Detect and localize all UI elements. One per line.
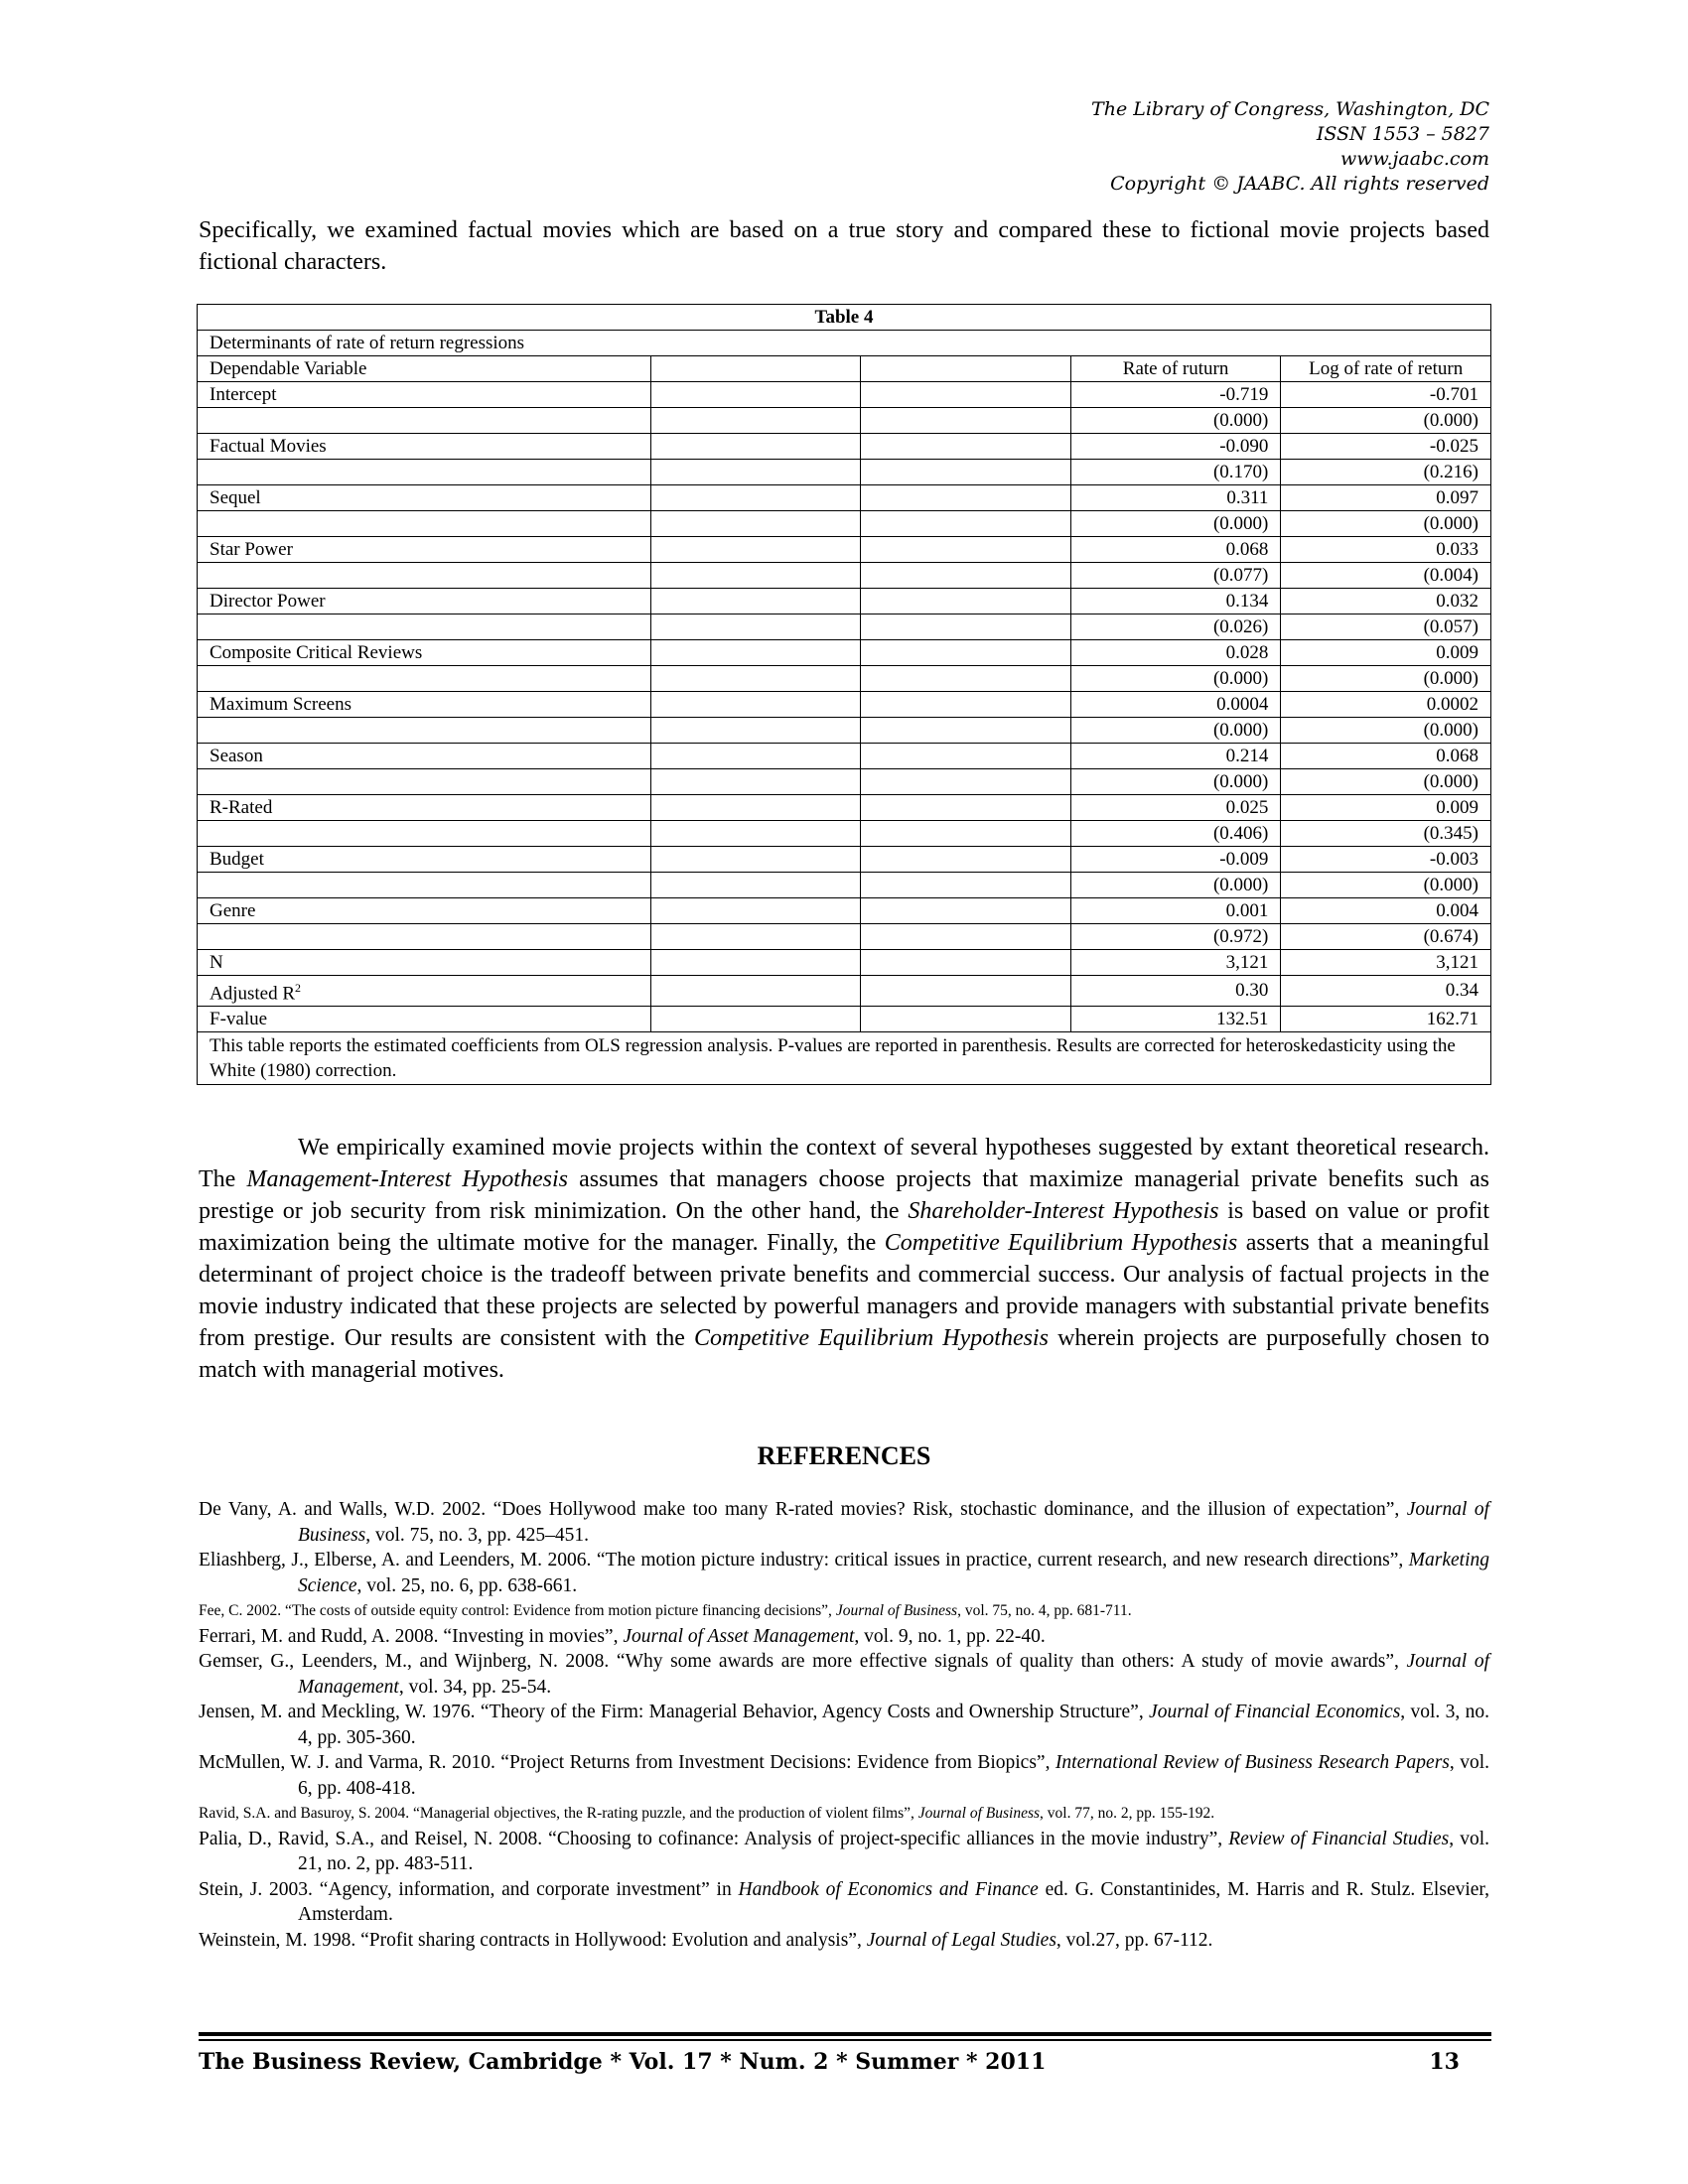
table-row-pvalue — [198, 511, 1491, 537]
f-log-rate: 162.71 — [1281, 1007, 1491, 1032]
reference-journal: Journal of Management — [298, 1651, 1489, 1698]
reference-journal: Marketing Science — [298, 1550, 1489, 1596]
para-italic-1: Management-Interest Hypothesis — [246, 1166, 568, 1192]
empty-cell — [198, 460, 651, 485]
reference-text: Gemser, G., Leenders, M., and Wijnberg, N. 2008. “Why some awards are more effective signals of quality than others: A study of movie awards”, — [199, 1651, 1407, 1672]
empty-cell — [650, 718, 861, 744]
empty-cell — [650, 898, 861, 924]
reference-item — [199, 1750, 1489, 1801]
footer-rule-thick — [199, 2032, 1491, 2036]
coef-log-rate: 0.004 — [1281, 898, 1491, 924]
coef-log-rate: 0.009 — [1281, 795, 1491, 821]
table-note-row — [198, 1032, 1491, 1085]
coef-rate: -0.090 — [1070, 434, 1281, 460]
empty-cell — [650, 537, 861, 563]
reference-item — [199, 1877, 1489, 1928]
r2-superscript: 2 — [295, 981, 302, 995]
table-row — [198, 537, 1491, 563]
table-row-pvalue — [198, 718, 1491, 744]
pvalue-rate: (0.000) — [1070, 511, 1281, 537]
empty-cell — [650, 847, 861, 873]
table-row-pvalue — [198, 614, 1491, 640]
empty-cell — [861, 873, 1071, 898]
header-empty-col3 — [861, 356, 1071, 382]
reference-item — [199, 1649, 1489, 1700]
empty-cell — [650, 485, 861, 511]
table-row — [198, 692, 1491, 718]
pvalue-log-rate: (0.345) — [1281, 821, 1491, 847]
table-row — [198, 795, 1491, 821]
discussion-paragraph — [199, 1132, 1489, 1386]
reference-details: , vol.27, pp. 67-112. — [1055, 1929, 1213, 1951]
empty-cell — [861, 537, 1071, 563]
header-dependent-variable: Dependable Variable — [198, 356, 651, 382]
empty-cell — [650, 511, 861, 537]
para-italic-2: Shareholder-Interest Hypothesis — [908, 1198, 1219, 1224]
reference-journal: Journal of Asset Management — [623, 1625, 855, 1647]
empty-cell — [861, 847, 1071, 873]
empty-cell — [861, 950, 1071, 976]
empty-cell — [650, 408, 861, 434]
n-label: N — [198, 950, 651, 976]
pvalue-rate: (0.972) — [1070, 924, 1281, 950]
empty-cell — [650, 382, 861, 408]
empty-cell — [198, 614, 651, 640]
reference-text: Weinstein, M. 1998. “Profit sharing contracts in Hollywood: Evolution and analysis”, — [199, 1929, 867, 1951]
empty-cell — [861, 408, 1071, 434]
empty-cell — [650, 795, 861, 821]
empty-cell — [650, 769, 861, 795]
reference-journal: Journal of Financial Economics — [1149, 1702, 1401, 1722]
coef-rate: -0.719 — [1070, 382, 1281, 408]
reference-text: Fee, C. 2002. “The costs of outside equity control: Evidence from motion picture financing decisions”, — [199, 1602, 836, 1619]
reference-journal: International Review of Business Research Papers — [1055, 1752, 1450, 1773]
empty-cell — [650, 666, 861, 692]
empty-cell — [861, 924, 1071, 950]
empty-cell — [650, 460, 861, 485]
references-heading: REFERENCES — [757, 1441, 931, 1470]
reference-journal: Journal of Business — [298, 1499, 1489, 1546]
empty-cell — [650, 976, 861, 1007]
pvalue-rate: (0.000) — [1070, 718, 1281, 744]
empty-cell — [861, 821, 1071, 847]
header-line-2: ISSN 1553 – 5827 — [1316, 123, 1489, 145]
empty-cell — [861, 692, 1071, 718]
empty-cell — [861, 640, 1071, 666]
coef-rate: 0.028 — [1070, 640, 1281, 666]
empty-cell — [198, 408, 651, 434]
header-log-rate-of-return: Log of rate of return — [1281, 356, 1491, 382]
empty-cell — [861, 563, 1071, 589]
table-row-pvalue — [198, 460, 1491, 485]
table-row-pvalue — [198, 769, 1491, 795]
table-row — [198, 485, 1491, 511]
reference-details: , vol. 25, no. 6, pp. 638-661. — [356, 1574, 578, 1596]
variable-label: Maximum Screens — [198, 692, 651, 718]
para-text-4: asserts that a meaningful determinant of project choice is the tradeoff between private benefits and commercial success. Our analysis of factual projects in the movie industry indicated that these projects are selected by powerful managers and provide managers with substantial private benefits from prestige. Our results are consistent with the — [199, 1230, 1489, 1351]
pvalue-log-rate: (0.000) — [1281, 511, 1491, 537]
empty-cell — [650, 563, 861, 589]
reference-journal: Review of Financial Studies — [1228, 1828, 1450, 1849]
table-row — [198, 382, 1491, 408]
pvalue-log-rate: (0.057) — [1281, 614, 1491, 640]
empty-cell — [861, 485, 1071, 511]
reference-text: Stein, J. 2003. “Agency, information, and corporate investment” in — [199, 1878, 739, 1900]
table-row-pvalue — [198, 666, 1491, 692]
reference-text: Ravid, S.A. and Basuroy, S. 2004. “Managerial objectives, the R-rating puzzle, and the production of violent films”, — [199, 1805, 918, 1822]
n-rate: 3,121 — [1070, 950, 1281, 976]
intro-paragraph: Specifically, we examined factual movies which are based on a true story and compared these to fictional movie projects based fictional characters. — [199, 217, 1489, 275]
empty-cell — [198, 718, 651, 744]
header-empty-col2 — [650, 356, 861, 382]
reference-details: , vol. 21, no. 2, pp. 483-511. — [298, 1828, 1489, 1874]
coef-log-rate: 0.097 — [1281, 485, 1491, 511]
coef-log-rate: 0.032 — [1281, 589, 1491, 614]
reference-text: Jensen, M. and Meckling, W. 1976. “Theory of the Firm: Managerial Behavior, Agency Costs and Ownership Structure”, — [199, 1702, 1150, 1722]
reference-details: , vol. 9, no. 1, pp. 22-40. — [854, 1625, 1046, 1647]
coef-rate: 0.214 — [1070, 744, 1281, 769]
reference-journal: Journal of Business — [917, 1805, 1041, 1822]
empty-cell — [198, 821, 651, 847]
reference-item — [199, 1598, 1489, 1624]
table-note: This table reports the estimated coefficients from OLS regression analysis. P-values are reported in parenthesis. Results are corrected for heteroskedasticity using the White (1980) correction. — [198, 1032, 1491, 1085]
table-row-pvalue — [198, 924, 1491, 950]
reference-item — [199, 1548, 1489, 1598]
empty-cell — [861, 718, 1071, 744]
pvalue-log-rate: (0.674) — [1281, 924, 1491, 950]
variable-label: Composite Critical Reviews — [198, 640, 651, 666]
reference-journal: Handbook of Economics and Finance — [738, 1878, 1039, 1900]
coef-rate: 0.134 — [1070, 589, 1281, 614]
coef-log-rate: 0.033 — [1281, 537, 1491, 563]
table-row — [198, 744, 1491, 769]
page-number: 13 — [1429, 2049, 1460, 2075]
empty-cell — [861, 795, 1071, 821]
pvalue-rate: (0.000) — [1070, 666, 1281, 692]
empty-cell — [861, 976, 1071, 1007]
coef-log-rate: -0.003 — [1281, 847, 1491, 873]
reference-journal: Journal of Legal Studies — [866, 1929, 1056, 1951]
table-header-row — [198, 356, 1491, 382]
reference-item — [199, 1801, 1489, 1827]
pvalue-rate: (0.026) — [1070, 614, 1281, 640]
reference-journal: Journal of Business — [835, 1602, 958, 1619]
empty-cell — [861, 460, 1071, 485]
table-row-pvalue — [198, 408, 1491, 434]
reference-text: De Vany, A. and Walls, W.D. 2002. “Does Hollywood make too many R-rated movies? Risk, stochastic dominance, and the illusion of expectation”, — [199, 1499, 1407, 1520]
empty-cell — [198, 563, 651, 589]
empty-cell — [198, 924, 651, 950]
empty-cell — [861, 511, 1071, 537]
empty-cell — [861, 434, 1071, 460]
variable-label: R-Rated — [198, 795, 651, 821]
empty-cell — [650, 614, 861, 640]
empty-cell — [650, 692, 861, 718]
r2-log-rate: 0.34 — [1281, 976, 1491, 1007]
empty-cell — [650, 1007, 861, 1032]
table-title-row — [198, 305, 1491, 331]
empty-cell — [861, 744, 1071, 769]
header-line-4: Copyright © JAABC. All rights reserved — [1110, 173, 1489, 195]
empty-cell — [198, 769, 651, 795]
f-rate: 132.51 — [1070, 1007, 1281, 1032]
empty-cell — [650, 589, 861, 614]
empty-cell — [650, 434, 861, 460]
pvalue-log-rate: (0.000) — [1281, 408, 1491, 434]
variable-label: Budget — [198, 847, 651, 873]
variable-label: Sequel — [198, 485, 651, 511]
table-row — [198, 898, 1491, 924]
variable-label: Factual Movies — [198, 434, 651, 460]
coef-rate: 0.068 — [1070, 537, 1281, 563]
table-row-adjusted-r2 — [198, 976, 1491, 1007]
reference-details: , vol. 75, no. 4, pp. 681-711. — [957, 1602, 1132, 1619]
coef-log-rate: -0.025 — [1281, 434, 1491, 460]
para-text-3: is based on value or profit maximization being the ultimate motive for the manager. Finally, the — [199, 1198, 1489, 1256]
coef-log-rate: 0.009 — [1281, 640, 1491, 666]
reference-details: , vol. 6, pp. 408-418. — [298, 1752, 1489, 1799]
reference-text: Eliashberg, J., Elberse, A. and Leenders, M. 2006. “The motion picture industry: critical issues in practice, current research, and new research directions”, — [199, 1550, 1409, 1570]
variable-label: Season — [198, 744, 651, 769]
empty-cell — [861, 614, 1071, 640]
reference-details: ed. G. Constantinides, M. Harris and R. Stulz. Elsevier, Amsterdam. — [298, 1878, 1490, 1925]
reference-item — [199, 1700, 1489, 1750]
table-row-pvalue — [198, 563, 1491, 589]
table-row-pvalue — [198, 821, 1491, 847]
empty-cell — [198, 511, 651, 537]
references-list — [199, 1497, 1489, 1953]
empty-cell — [198, 873, 651, 898]
pvalue-rate: (0.077) — [1070, 563, 1281, 589]
para-italic-4: Competitive Equilibrium Hypothesis — [694, 1325, 1049, 1351]
variable-label: Genre — [198, 898, 651, 924]
r2-label — [198, 976, 651, 1007]
pvalue-log-rate: (0.000) — [1281, 873, 1491, 898]
empty-cell — [861, 898, 1071, 924]
pvalue-log-rate: (0.216) — [1281, 460, 1491, 485]
empty-cell — [650, 744, 861, 769]
empty-cell — [861, 589, 1071, 614]
footer-journal: The Business Review, Cambridge * Vol. 17 * Num. 2 * Summer * 2011 — [199, 2049, 1047, 2075]
table-row — [198, 589, 1491, 614]
pvalue-log-rate: (0.000) — [1281, 718, 1491, 744]
reference-text: McMullen, W. J. and Varma, R. 2010. “Project Returns from Investment Decisions: Evidence from Biopics”, — [199, 1752, 1055, 1773]
pvalue-rate: (0.000) — [1070, 408, 1281, 434]
para-text-1: We empirically examined movie projects within the context of several hypotheses suggested by extant theoretical research. The — [199, 1135, 1489, 1192]
r2-label-text: Adjusted R — [210, 983, 296, 1005]
table-row — [198, 847, 1491, 873]
coef-log-rate: 0.068 — [1281, 744, 1491, 769]
regression-table — [197, 304, 1491, 1085]
coef-rate: 0.001 — [1070, 898, 1281, 924]
pvalue-log-rate: (0.000) — [1281, 666, 1491, 692]
reference-details: , vol. 77, no. 2, pp. 155-192. — [1040, 1805, 1215, 1822]
empty-cell — [650, 950, 861, 976]
para-text-5: wherein projects are purposefully chosen to match with managerial motives. — [199, 1325, 1489, 1383]
reference-item — [199, 1497, 1489, 1548]
coef-log-rate: 0.0002 — [1281, 692, 1491, 718]
variable-label: Director Power — [198, 589, 651, 614]
n-log-rate: 3,121 — [1281, 950, 1491, 976]
f-label: F-value — [198, 1007, 651, 1032]
reference-details: , vol. 34, pp. 25-54. — [398, 1676, 552, 1698]
table-subtitle-row — [198, 331, 1491, 356]
pvalue-log-rate: (0.004) — [1281, 563, 1491, 589]
coef-rate: -0.009 — [1070, 847, 1281, 873]
pvalue-log-rate: (0.000) — [1281, 769, 1491, 795]
table-row — [198, 434, 1491, 460]
table-row — [198, 640, 1491, 666]
reference-details: , vol. 3, no. 4, pp. 305-360. — [298, 1702, 1489, 1748]
table-row-pvalue — [198, 873, 1491, 898]
empty-cell — [861, 769, 1071, 795]
running-header — [1091, 97, 1489, 197]
empty-cell — [650, 924, 861, 950]
table-row-f — [198, 1007, 1491, 1032]
reference-text: Palia, D., Ravid, S.A., and Reisel, N. 2008. “Choosing to cofinance: Analysis of project-specific alliances in the movie industry”, — [199, 1828, 1229, 1849]
header-line-3: www.jaabc.com — [1339, 148, 1489, 170]
r2-rate: 0.30 — [1070, 976, 1281, 1007]
table-subtitle: Determinants of rate of return regressions — [198, 331, 1491, 356]
empty-cell — [861, 1007, 1071, 1032]
para-italic-3: Competitive Equilibrium Hypothesis — [884, 1230, 1238, 1256]
reference-item — [199, 1928, 1489, 1954]
header-line-1: The Library of Congress, Washington, DC — [1091, 98, 1489, 120]
header-rate-of-return: Rate of ruturn — [1070, 356, 1281, 382]
reference-text: Ferrari, M. and Rudd, A. 2008. “Investing in movies”, — [199, 1625, 624, 1647]
pvalue-rate: (0.170) — [1070, 460, 1281, 485]
para-text-2: assumes that managers choose projects that maximize managerial private benefits such as prestige or job security from risk minimization. On the other hand, the — [199, 1166, 1489, 1224]
pvalue-rate: (0.000) — [1070, 769, 1281, 795]
empty-cell — [650, 873, 861, 898]
empty-cell — [198, 666, 651, 692]
table-row-n — [198, 950, 1491, 976]
reference-item — [199, 1827, 1489, 1877]
page-footer — [199, 2049, 1460, 2075]
coef-rate: 0.0004 — [1070, 692, 1281, 718]
reference-item — [199, 1624, 1489, 1650]
coef-rate: 0.311 — [1070, 485, 1281, 511]
empty-cell — [650, 821, 861, 847]
coef-log-rate: -0.701 — [1281, 382, 1491, 408]
empty-cell — [861, 382, 1071, 408]
table-title: Table 4 — [198, 305, 1491, 331]
empty-cell — [861, 666, 1071, 692]
variable-label: Intercept — [198, 382, 651, 408]
reference-details: , vol. 75, no. 3, pp. 425–451. — [365, 1524, 590, 1546]
variable-label: Star Power — [198, 537, 651, 563]
empty-cell — [650, 640, 861, 666]
pvalue-rate: (0.000) — [1070, 873, 1281, 898]
footer-rule-thin — [199, 2039, 1491, 2041]
coef-rate: 0.025 — [1070, 795, 1281, 821]
pvalue-rate: (0.406) — [1070, 821, 1281, 847]
